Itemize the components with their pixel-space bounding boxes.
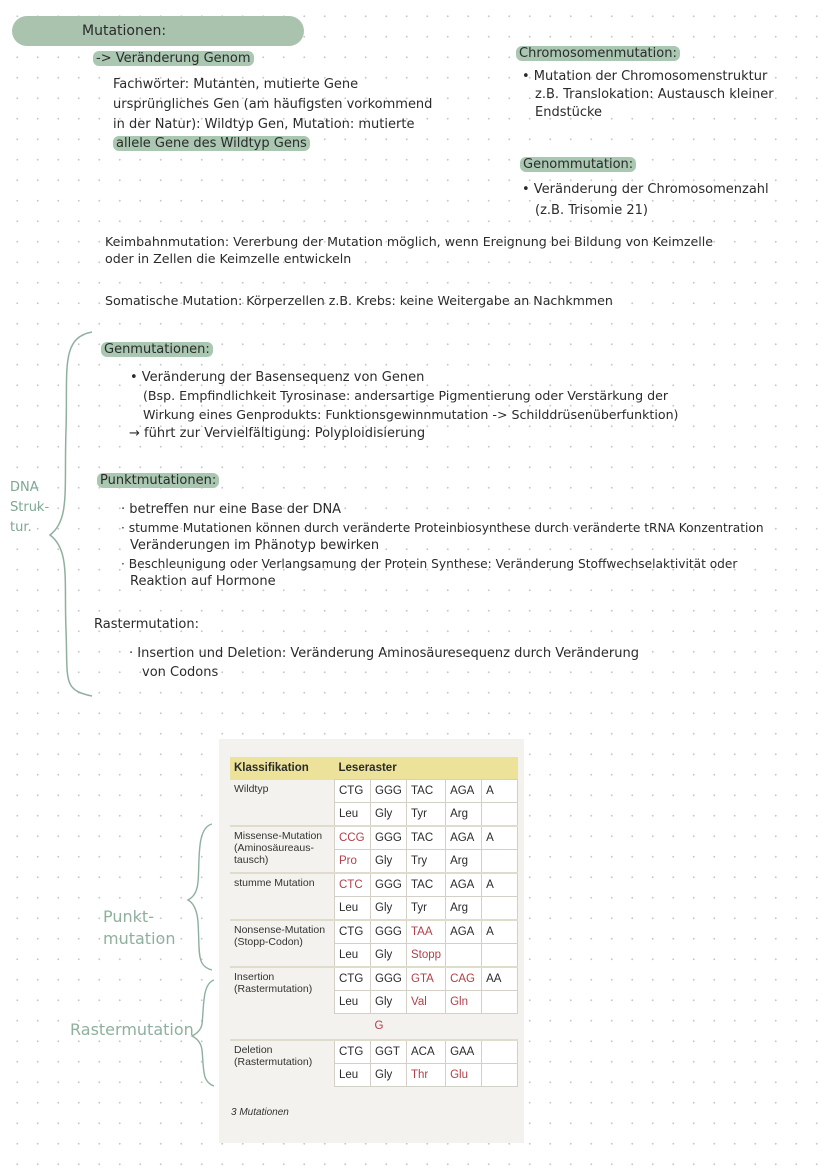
codon-cell: TAC: [407, 780, 446, 803]
codon-row: [230, 967, 518, 991]
keimbahn-line: Keimbahnmutation: Vererbung der Mutation möglich, wenn Ereignung bei Bildung von Keimzelle: [105, 234, 713, 249]
table-caption: 3 Mutationen: [231, 1107, 289, 1118]
margin-note: DNA Struk- tur.: [10, 480, 50, 535]
raster-brace: [190, 978, 220, 1088]
aminoacid-cell: [446, 944, 482, 968]
codon-cell: A: [482, 920, 518, 944]
genmut-line: (Bsp. Empfindlichkeit Tyrosinase: andersartige Pigmentierung oder Verstärkung der: [143, 388, 669, 403]
aminoacid-cell: Try: [407, 850, 446, 874]
aminoacid-cell: Gly: [371, 991, 407, 1014]
punkt-line: Veränderungen im Phänotyp bewirken: [130, 538, 380, 553]
punkt-brace: [186, 822, 216, 972]
aminoacid-cell: Val: [407, 991, 446, 1014]
genmut-line: • Veränderung der Basensequenz von Genen: [130, 370, 425, 385]
raster-line: · Insertion und Deletion: Veränderung Aminosäuresequenz durch Veränderung: [129, 646, 639, 661]
row-label: Missense-Mutation (Aminosäureaus-tausch): [230, 826, 335, 873]
codon-cell: A: [482, 873, 518, 897]
codon-cell: CTG: [335, 1040, 371, 1064]
codon-cell: A: [482, 826, 518, 850]
raster-line: von Codons: [142, 665, 219, 680]
aminoacid-cell: Glu: [446, 1063, 482, 1086]
aminoacid-cell: [482, 1063, 518, 1086]
aminoacid-cell: Gly: [371, 897, 407, 921]
codon-cell: GGG: [371, 920, 407, 944]
codon-cell: GGG: [371, 780, 407, 803]
aminoacid-cell: Arg: [446, 897, 482, 921]
raster-title: Rastermutation:: [94, 617, 199, 632]
somatisch-line: Somatische Mutation: Körperzellen z.B. Krebs: keine Weitergabe an Nachkmmen: [105, 293, 613, 308]
aminoacid-cell: Thr: [407, 1063, 446, 1086]
codon-cell: ACA: [407, 1040, 446, 1064]
punkt-line: · Beschleunigung oder Verlangsamung der Protein Synthese: Veränderung Stoffwechselaktivität oder: [121, 557, 738, 571]
aminoacid-cell: Leu: [335, 944, 371, 968]
genom-line: (z.B. Trisomie 21): [535, 203, 648, 218]
punkt-line: Reaktion auf Hormone: [130, 574, 276, 589]
genom-title: Genommutation:: [520, 156, 636, 174]
aminoacid-cell: Gly: [371, 850, 407, 874]
punkt-line: · betreffen nur eine Base der DNA: [121, 502, 342, 517]
aminoacid-cell: Leu: [335, 1063, 371, 1086]
aminoacid-cell: Gly: [371, 1063, 407, 1086]
codon-cell: CTG: [335, 920, 371, 944]
page-title: Mutationen:: [82, 23, 167, 39]
codon-row: [230, 920, 518, 944]
intro-line: Fachwörter: Mutanten, mutierte Gene: [113, 77, 359, 92]
row-label: stumme Mutation: [230, 873, 335, 920]
chromosomen-line: z.B. Translokation: Austausch kleiner: [535, 87, 774, 102]
codon-cell: TAA: [407, 920, 446, 944]
codon-cell: AGA: [446, 920, 482, 944]
aminoacid-cell: Arg: [446, 850, 482, 874]
codon-cell: CCG: [335, 826, 371, 850]
row-label: Wildtyp: [234, 782, 269, 795]
aminoacid-cell: Pro: [335, 850, 371, 874]
brace-note-raster: Rastermutation: [70, 1020, 194, 1039]
codon-cell: TAC: [407, 826, 446, 850]
codon-row: [230, 873, 518, 897]
genom-line: • Veränderung der Chromosomenzahl: [522, 182, 769, 197]
codon-cell: AGA: [446, 873, 482, 897]
codon-cell: GAA: [446, 1040, 482, 1064]
punkt-title: Punktmutationen:: [97, 472, 219, 490]
codon-cell: A: [482, 780, 518, 803]
aminoacid-cell: [482, 944, 518, 968]
codon-cell: AA: [482, 967, 518, 991]
codon-cell: GGG: [371, 826, 407, 850]
aminoacid-cell: Leu: [335, 897, 371, 921]
codon-row: [230, 826, 518, 850]
codon-cell: [482, 1040, 518, 1064]
genmut-title: Genmutationen:: [101, 341, 213, 359]
aminoacid-cell: Gln: [446, 991, 482, 1014]
aminoacid-cell: Gly: [371, 944, 407, 968]
aminoacid-cell: Stopp: [407, 944, 446, 968]
row-label: Deletion (Rastermutation): [230, 1040, 335, 1087]
mutation-table: [219, 739, 524, 1143]
aminoacid-cell: [482, 803, 518, 827]
codon-cell: GGG: [371, 967, 407, 991]
genmut-line: → führt zur Vervielfältigung: Polyploidisierung: [129, 426, 426, 441]
intro-arrow: -> Veränderung Genom: [93, 50, 254, 68]
brace-note-punkt: Punkt- mutation: [103, 907, 176, 948]
codon-cell: AGA: [446, 826, 482, 850]
codon-row: [230, 780, 518, 803]
codon-cell: TAC: [407, 873, 446, 897]
aminoacid-cell: [482, 897, 518, 921]
aminoacid-cell: Leu: [335, 803, 371, 827]
insert-marker-row: [230, 1014, 518, 1040]
table-header-classification: Klassifikation: [230, 757, 335, 780]
intro-line: in der Natur): Wildtyp Gen, Mutation: mutierte: [113, 117, 415, 132]
table-header-reading-frame: Leseraster: [335, 757, 518, 780]
aminoacid-cell: Tyr: [407, 897, 446, 921]
codon-row: [230, 1040, 518, 1064]
aminoacid-cell: Gly: [371, 803, 407, 827]
chromosomen-line: Endstücke: [535, 105, 603, 120]
row-label: Nonsense-Mutation (Stopp-Codon): [230, 920, 335, 967]
chromosomen-line: • Mutation der Chromosomenstruktur: [522, 69, 768, 84]
codon-cell: CAG: [446, 967, 482, 991]
codon-cell: CTG: [335, 780, 371, 803]
genmut-line: Wirkung eines Genprodukts: Funktionsgewinnmutation -> Schilddrüsenüberfunktion): [143, 407, 679, 422]
intro-line: ursprüngliches Gen (am häufigsten vorkommend: [113, 97, 433, 112]
codon-cell: GGT: [371, 1040, 407, 1064]
keimbahn-line: oder in Zellen die Keimzelle entwickeln: [105, 251, 352, 266]
codon-cell: CTG: [335, 967, 371, 991]
punkt-line: · stumme Mutationen können durch veränderte Proteinbiosynthese durch veränderte tRNA Konzentration: [121, 521, 764, 535]
intro-line: allele Gene des Wildtyp Gens: [113, 135, 310, 153]
aminoacid-cell: Arg: [446, 803, 482, 827]
codon-cell: CTC: [335, 873, 371, 897]
aminoacid-cell: [482, 850, 518, 874]
codon-cell: GGG: [371, 873, 407, 897]
aminoacid-cell: [482, 991, 518, 1014]
chromosomen-title: Chromosomenmutation:: [516, 45, 680, 63]
aminoacid-cell: Tyr: [407, 803, 446, 827]
row-label: Insertion (Rastermutation): [230, 967, 335, 1014]
codon-cell: GTA: [407, 967, 446, 991]
aminoacid-cell: Leu: [335, 991, 371, 1014]
codon-cell: AGA: [446, 780, 482, 803]
insert-marker: G: [374, 1020, 384, 1033]
